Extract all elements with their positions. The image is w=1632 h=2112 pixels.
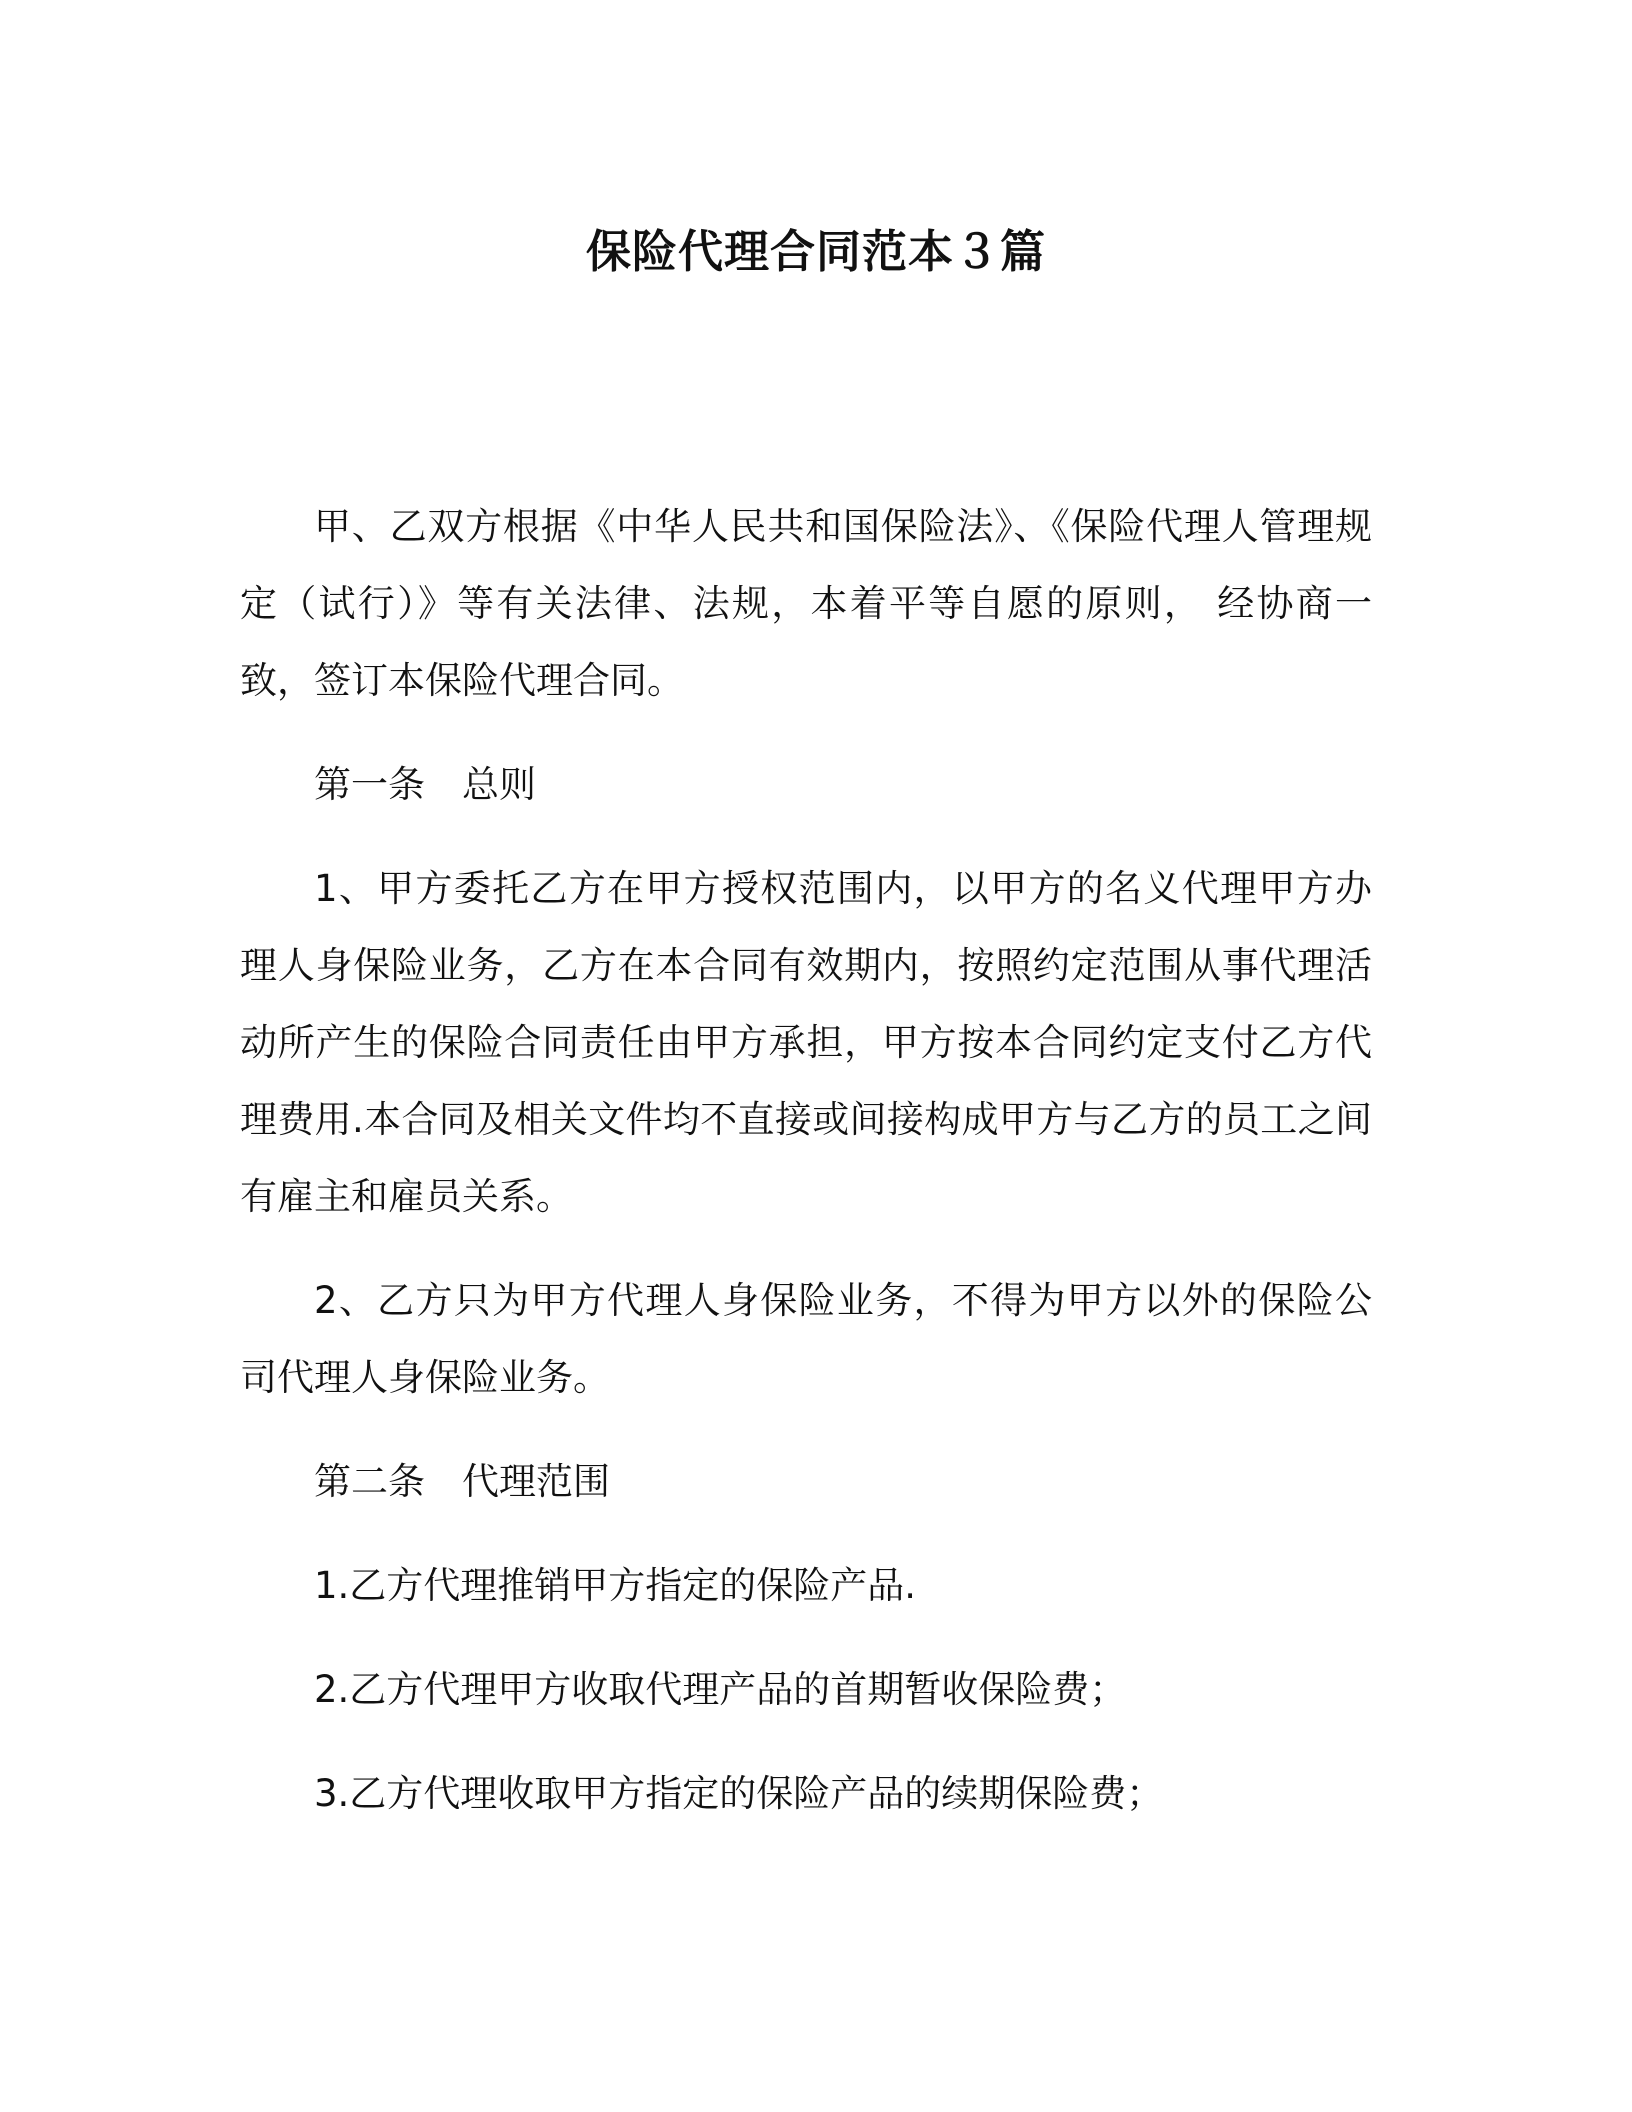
preamble-paragraph: 甲、乙双方根据《中华人民共和国保险法》、《保险代理人管理规定（试行）》等有关法律、法规，本着平等自愿的原则， 经协商一致，签订本保险代理合同。 bbox=[240, 505, 1372, 702]
document-title: 保险代理合同范本３篇 bbox=[585, 225, 1046, 278]
article-1-clause-1: 1、甲方委托乙方在甲方授权范围内，以甲方的名义代理甲方办理人身保险业务，乙方在本合同有效期内，按照约定范围从事代理活动所产生的保险合同责任由甲方承担，甲方按本合同约定支付乙方代理费用.本合同及相关文件均不直接或间接构成甲方与乙方的员工之间有雇主和雇员关系。 bbox=[240, 867, 1372, 1218]
article-2-heading: 第二条 代理范围 bbox=[314, 1460, 610, 1503]
article-2-item-2: 2.乙方代理甲方收取代理产品的首期暂收保险费； bbox=[314, 1668, 1127, 1711]
article-1-clause-2: 2、乙方只为甲方代理人身保险业务，不得为甲方以外的保险公司代理人身保险业务。 bbox=[240, 1279, 1372, 1399]
article-1-heading: 第一条 总则 bbox=[314, 763, 536, 806]
document-body bbox=[240, 488, 1372, 1859]
article-2-item-1: 1.乙方代理推销甲方指定的保险产品. bbox=[314, 1564, 917, 1607]
article-2-item-3: 3.乙方代理收取甲方指定的保险产品的续期保险费； bbox=[314, 1772, 1164, 1815]
